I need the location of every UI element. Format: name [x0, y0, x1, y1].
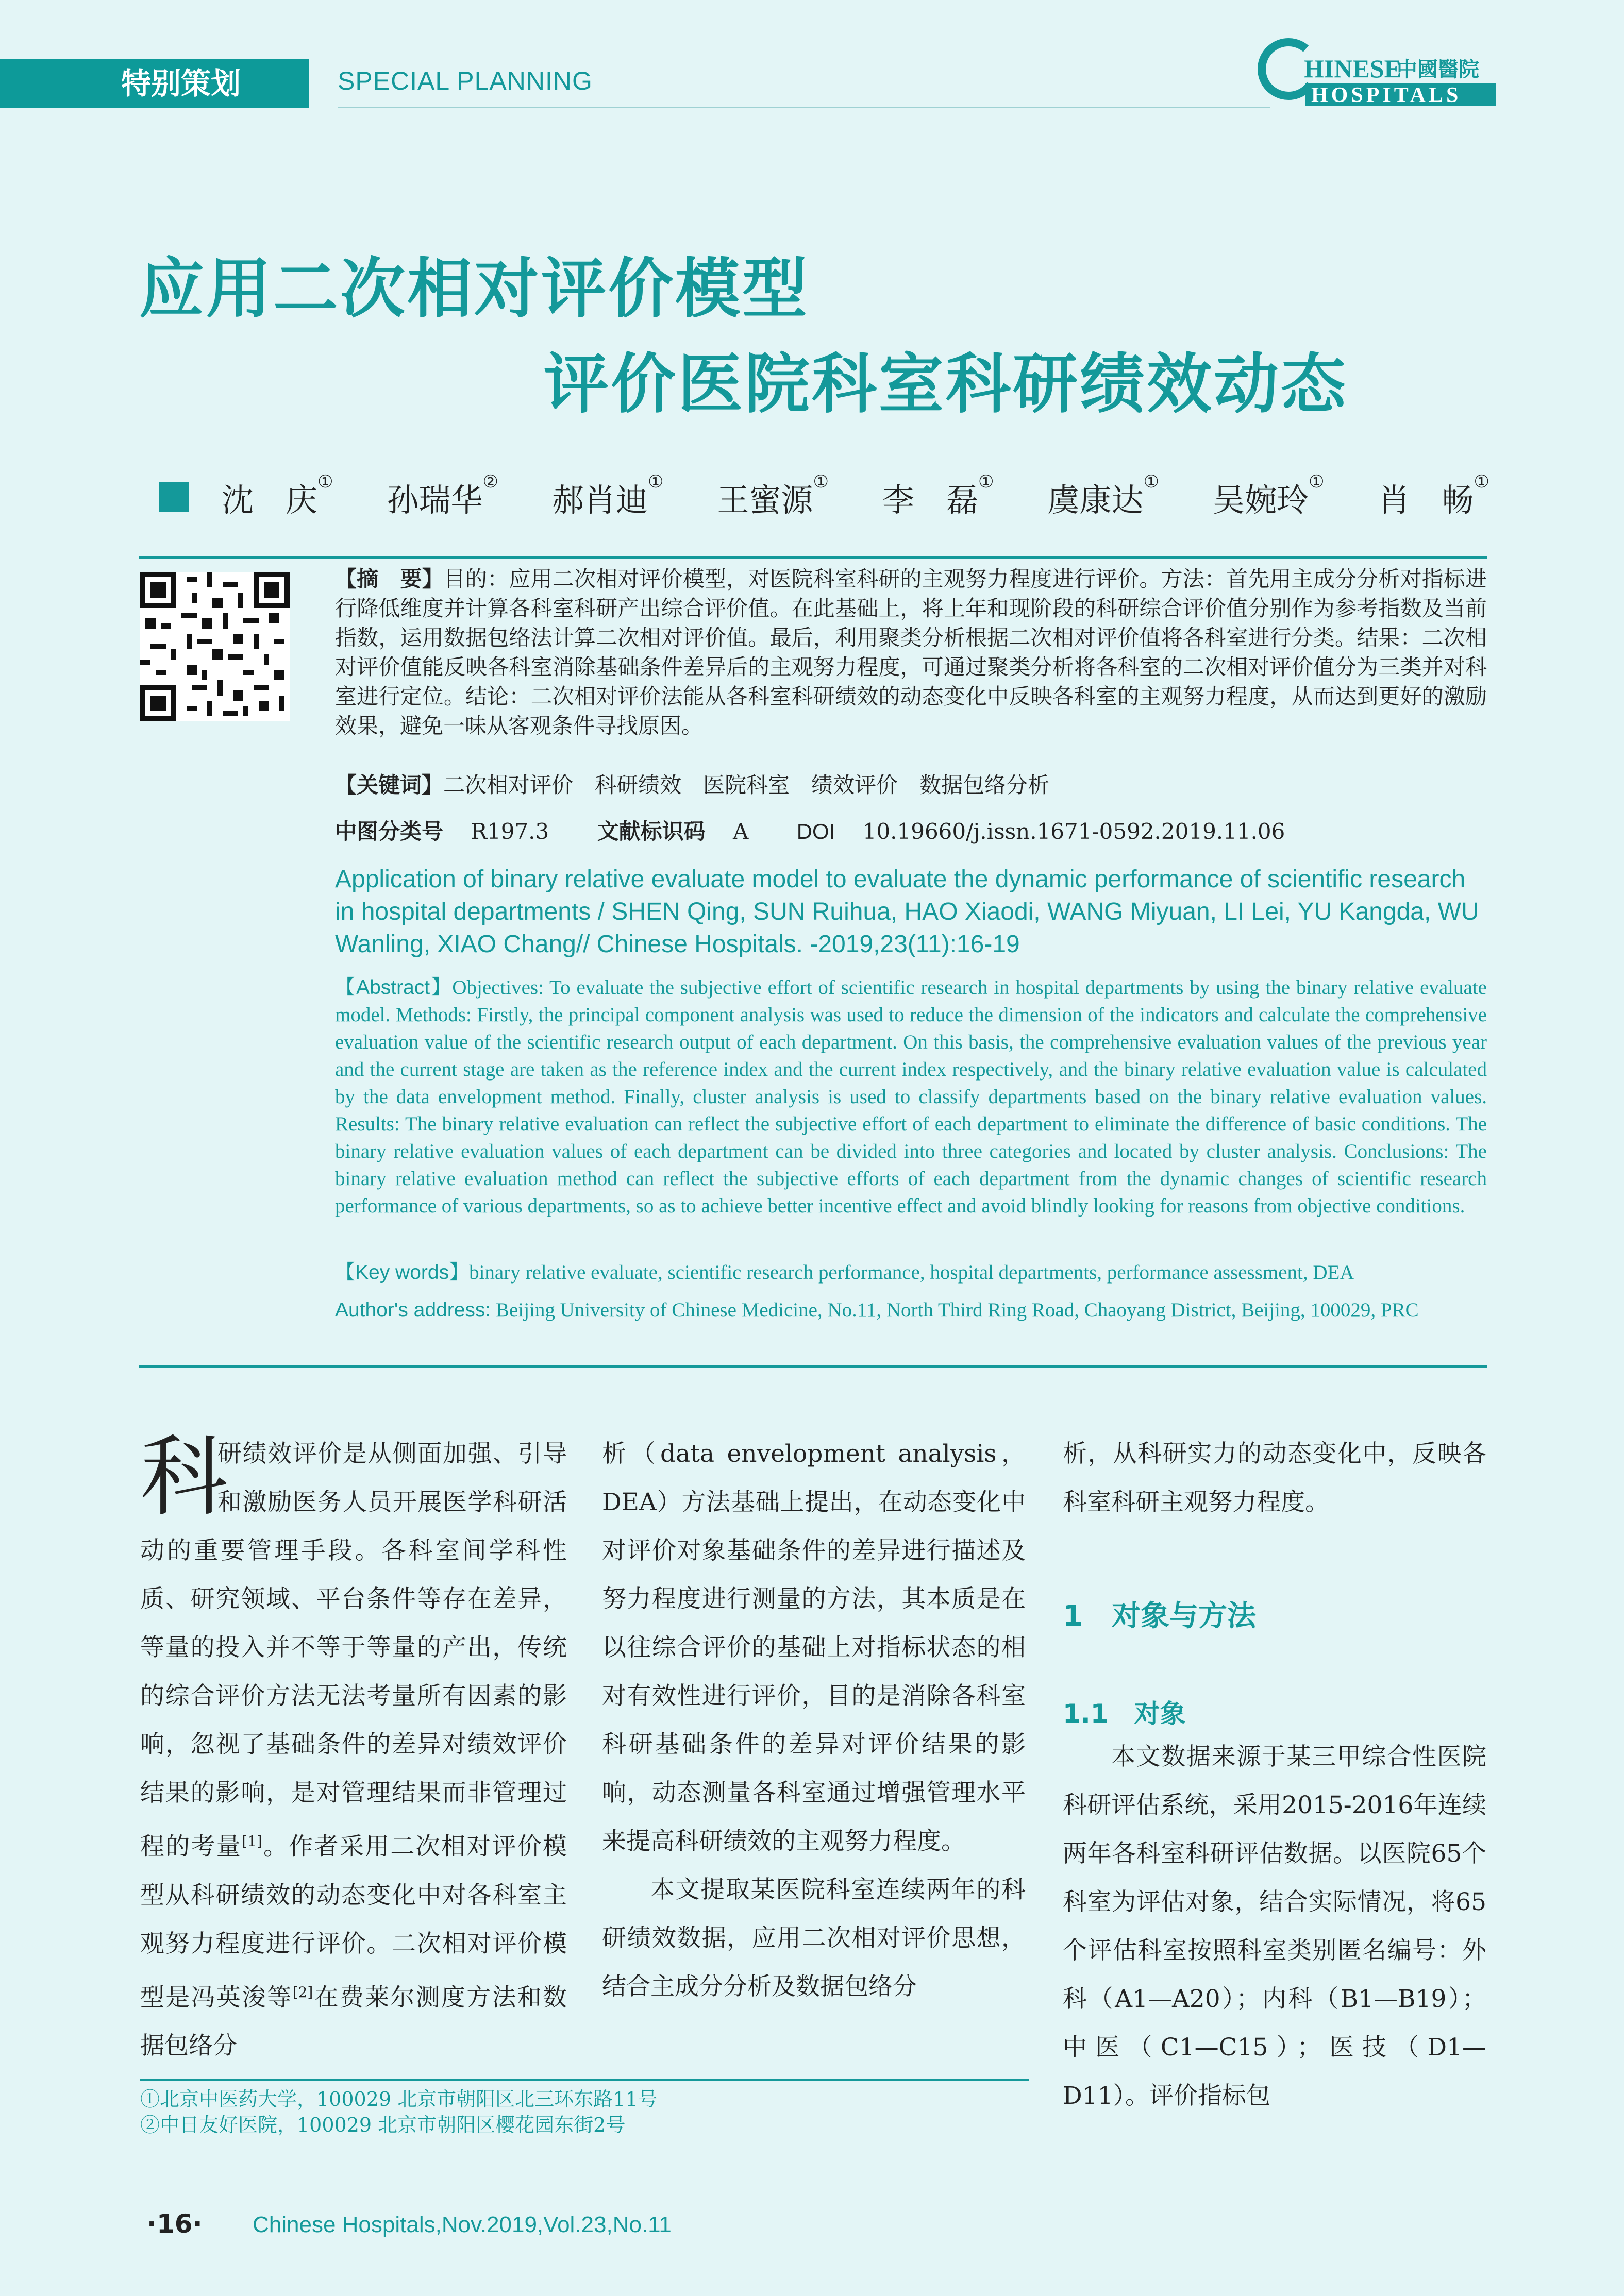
- author-name: 李 磊①: [882, 471, 994, 519]
- classification-line: [335, 817, 1487, 846]
- clc-label: 中图分类号: [335, 819, 444, 844]
- abstract-bottom-rule: [139, 1365, 1487, 1368]
- author-name: 肖 畅①: [1378, 471, 1489, 519]
- page-number: ·16·: [147, 2209, 203, 2239]
- doi-value: 10.19660/j.issn.1671-0592.2019.11.06: [862, 819, 1285, 844]
- doi-label: DOI: [796, 819, 835, 843]
- body-column-2: [602, 1430, 1026, 2011]
- drop-cap: 科: [140, 1426, 228, 1528]
- english-citation-title: Application of binary relative evaluate model to evaluate the dynamic performance of scientific research in hospital departments / SHEN Qing, SUN Ruihua, HAO Xiaodi, WANG Miyuan, LI Lei, YU Kangda, WU Wanling, XIAO Chang// Chinese Hospitals. -2019,23(11):16-19: [335, 866, 1479, 958]
- body-column-1: 研绩效评价是从侧面加强、引导和激励医务人员开展医学科研活动的重要管理手段。各科室间学科性质、研究领域、平台条件等存在差异，等量的投入并不等于等量的产出，传统的综合评价方法无法考量所有因素的影响，忽视了基础条件的差异对绩效评价结果的影响，是对管理结果而非管理过程的考量[1]。作者采用二次相对评价模型从科研绩效的动态变化中对各科室主观努力程度进行评价。二次相对评价模型是冯英浚等[2]在费莱尔测度方法和数据包络分: [140, 1440, 567, 2061]
- abstract-en-label: 【Abstract】: [335, 976, 453, 999]
- paragraph: 本文数据来源于某三甲综合性医院科研评估系统，采用2015-2016年连续两年各科室科研评估数据。以医院65个科室为评估对象，结合实际情况，将65个评估科室按照科室类别匿名编号：外科（A1—A20）；内科（B1—B19）；中医（C1—C15）；医技（D1—D11）。评价指标包: [1063, 1743, 1486, 2110]
- author-name: 王蜜源①: [717, 471, 829, 519]
- keywords-cn-text: 二次相对评价 科研绩效 医院科室 绩效评价 数据包络分析: [443, 772, 1050, 798]
- footnote-affiliation-1: ①北京中医药大学，100029 北京市朝阳区北三环东路11号: [140, 2088, 658, 2111]
- abstract-top-rule: [139, 556, 1487, 559]
- abstract-cn-label: 【摘 要】: [335, 566, 444, 592]
- logo-text-cn: 中國醫院: [1397, 57, 1479, 81]
- section-heading: 1 对象与方法: [1063, 1599, 1256, 1633]
- abstract-cn-text: 目的：应用二次相对评价模型，对医院科室科研的主观努力程度进行评价。方法：首先用主成分分析对指标进行降低维度并计算各科室科研产出综合评价值。在此基础上，将上年和现阶段的科研综合评价值分别作为参考指数及当前指数，运用数据包络法计算二次相对评价值。最后，利用聚类分析根据二次相对评价值将各科室进行分类。结果：二次相对评价值能反映各科室消除基础条件差异后的主观努力程度，可通过聚类分析将各科室的二次相对评价值分为三类并对科室进行定位。结论：二次相对评价法能从各科室科研绩效的动态变化中反映各科室的主观努力程度，从而达到更好的激励效果，避免一味从客观条件寻找原因。: [335, 566, 1487, 738]
- footnote-affiliation-2: ②中日友好医院，100029 北京市朝阳区樱花园东街2号: [140, 2114, 626, 2136]
- author-marker: [159, 482, 189, 512]
- logo-text-hospitals: HOSPITALS: [1311, 83, 1462, 107]
- author-name: 虞康达①: [1047, 471, 1159, 519]
- qr-code-icon: [140, 572, 290, 721]
- author-list: [222, 471, 1489, 520]
- body-column-3-continued: [1063, 1733, 1486, 2120]
- paragraph: 析（data envelopment analysis，DEA）方法基础上提出，在动态变化中对评价对象基础条件的差异进行描述及努力程度进行测量的方法，其本质是在以往综合评价的基础上对指标状态的相对有效性进行评价，目的是消除各科室科研基础条件的差异对评价结果的影响，动态测量各科室通过增强管理水平来提高科研绩效的主观努力程度。: [602, 1440, 1026, 1855]
- keywords-cn: [335, 770, 1487, 800]
- citation-ref[interactable]: [1]: [242, 1833, 262, 1850]
- doc-code-value: A: [732, 819, 749, 844]
- keywords-en-label: 【Key words】: [335, 1261, 470, 1284]
- subsection-heading: 1.1 对象: [1063, 1699, 1186, 1729]
- address-label: Author's address:: [335, 1299, 491, 1321]
- article-title-line1: 应用二次相对评价模型: [139, 251, 809, 327]
- article-title-line2: 评价医院科室科研绩效动态: [544, 346, 1348, 422]
- author-name: 沈 庆①: [222, 471, 333, 519]
- author-address-en: [335, 1296, 1487, 1324]
- keywords-en-text: binary relative evaluate, scientific research performance, hospital departments, performance assessment, DEA: [469, 1261, 1354, 1284]
- address-text: Beijing University of Chinese Medicine, No.11, North Third Ring Road, Chaoyang District, Beijing, 100029, PRC: [496, 1299, 1419, 1321]
- body-column-3: [1063, 1430, 1486, 1527]
- abstract-en-text: Objectives: To evaluate the subjective effort of scientific research in hospital departments by using the binary relative evaluate model. Methods: Firstly, the principal component analysis was used to reduce the dimension of the indicators and calculate the comprehensive evaluation value of the scientific research output of each department. On this basis, the comprehensive evaluation values of the previous year and the current stage are taken as the reference index and the current index respectively, and the binary relative evaluation value is calculated by the data envelopment method. Finally, cluster analysis is used to classify departments based on the binary relative evaluation values. Results: The binary relative evaluation can reflect the subjective effort of each department to eliminate the difference of basic conditions. The binary relative evaluation values of each department can be divided into three categories and located by cluster analysis. Conclusions: The binary relative evaluation method can reflect the subjective efforts of each department from the dynamic changes of scientific research performance of various departments, so as to achieve better incentive effect and avoid blindly looking for reasons from objective conditions.: [335, 976, 1487, 1217]
- citation-ref[interactable]: [2]: [292, 1983, 313, 2001]
- keywords-cn-label: 【关键词】: [335, 772, 444, 798]
- section-title-en: SPECIAL PLANNING: [338, 66, 593, 95]
- logo-text-en: HINESE: [1304, 54, 1401, 83]
- abstract-cn: [335, 564, 1487, 740]
- doc-code-label: 文献标识码: [597, 819, 706, 844]
- footnote-rule: [140, 2079, 1029, 2081]
- abstract-en: [335, 974, 1487, 1220]
- paragraph: 本文提取某医院科室连续两年的科研绩效数据，应用二次相对评价思想，结合主成分分析及数据包络分: [602, 1876, 1026, 2001]
- paragraph: 析，从科研实力的动态变化中，反映各科室科研主观努力程度。: [1063, 1440, 1486, 1516]
- author-name: 郝肖迪①: [552, 471, 664, 519]
- journal-logo: [1258, 37, 1500, 112]
- journal-citation: Chinese Hospitals,Nov.2019,Vol.23,No.11: [253, 2212, 672, 2237]
- author-name: 吴婉玲①: [1213, 471, 1325, 519]
- header-divider: [338, 107, 1270, 108]
- clc-value: R197.3: [471, 819, 549, 844]
- keywords-en: [335, 1259, 1487, 1286]
- section-badge: 特别策划: [0, 59, 309, 108]
- author-name: 孙瑞华②: [387, 471, 498, 519]
